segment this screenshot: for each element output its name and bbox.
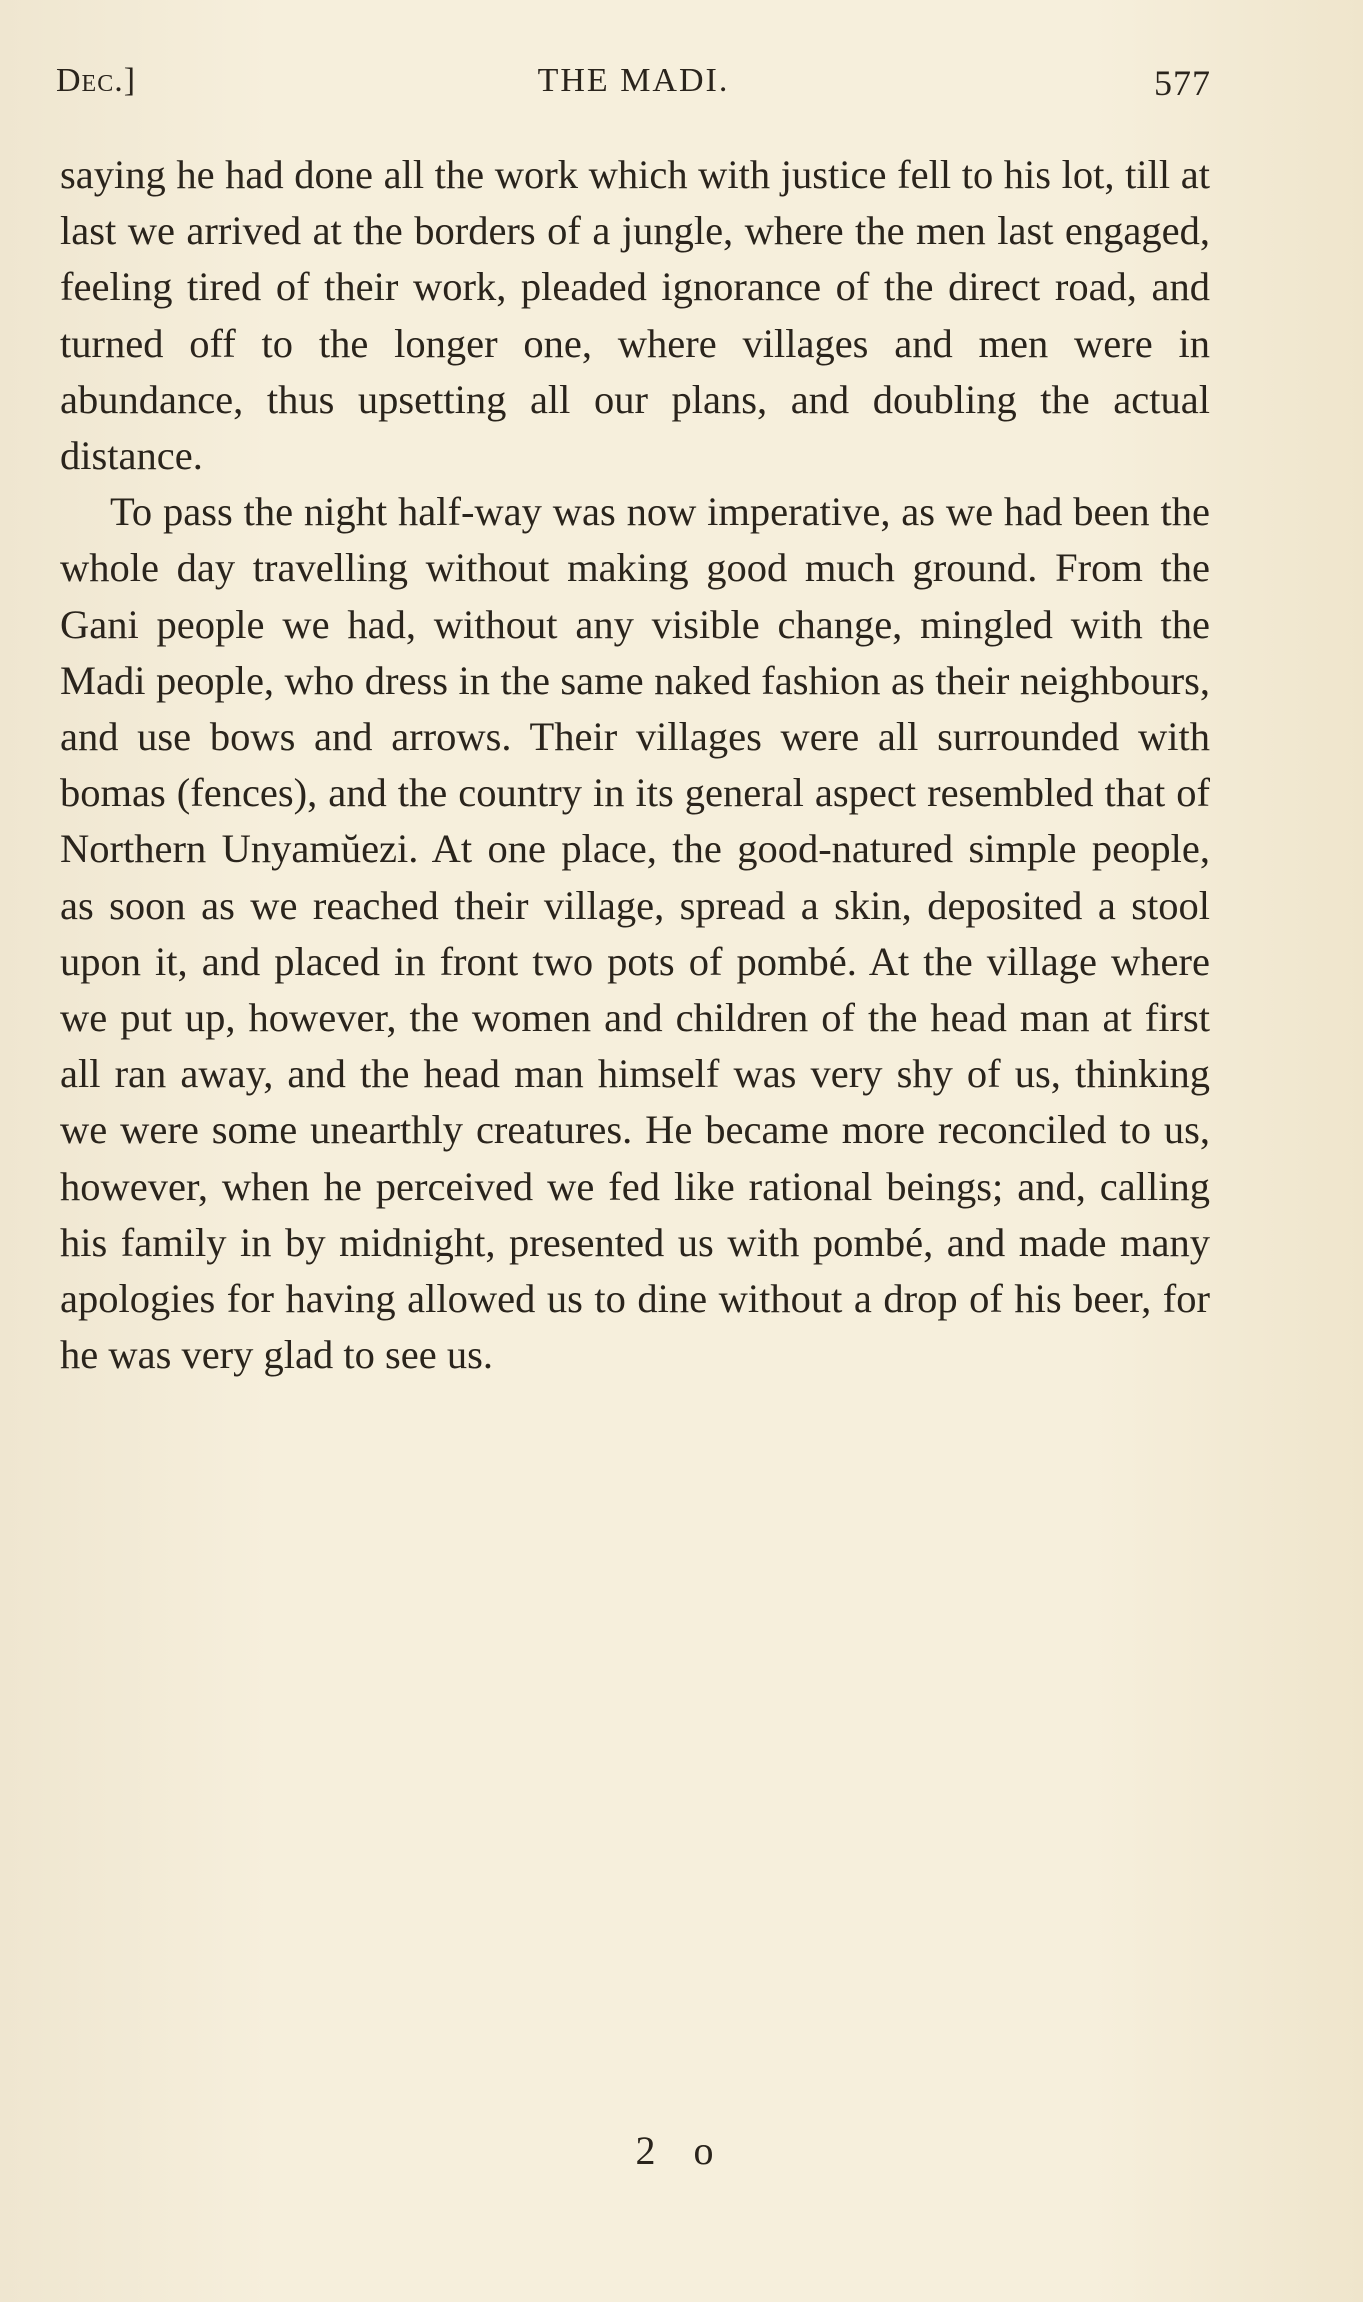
running-head-left: Dec.] [56,62,137,99]
body-text [60,147,1210,1383]
running-head-title: THE MADI. [537,62,730,99]
page-number: 577 [1154,63,1211,103]
signature-mark: 2 o [635,2128,728,2173]
paragraph-continuation: saying he had done all the work which with justice fell to his lot, till at last we arrived at the borders of a jungle, where the men last engaged, feeling tired of their work, pleaded ignorance of the direct road, and turned off to the longer one, where villages and men were in abundance, thus upsetting all our plans, and doubling the actual distance. [60,152,1210,479]
paragraph: To pass the night half-way was now imperative, as we had been the whole day travelling without making good much ground. From the Gani people we had, without any visible change, mingled with the Madi people, who dress in the same naked fashion as their neighbours, and use bows and arrows. Their villages were all surrounded with bomas (fences), and the country in its general aspect resembled that of Northern Unyamŭezi. At one place, the good-natured simple people, as soon as we reached their village, spread a skin, deposited a stool upon it, and placed in front two pots of pombé. At the village where we put up, however, the women and children of the head man at first all ran away, and the head man himself was very shy of us, thinking we were some unearthly creatures. He became more reconciled to us, however, when he perceived we fed like rational beings; and, calling his family in by midnight, presented us with pombé, and made many apologies for having allowed us to dine without a drop of his beer, for he was very glad to see us. [60,489,1210,1378]
running-head [56,62,1211,112]
